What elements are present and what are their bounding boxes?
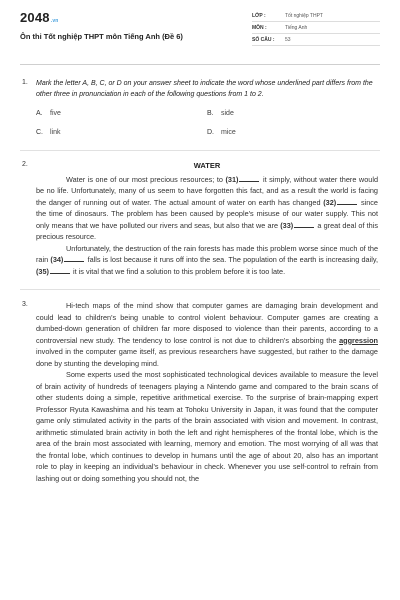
meta-row-subject [252, 22, 380, 34]
meta-label: SỐ CÂU : [252, 37, 275, 43]
option-text: five [50, 110, 61, 118]
passage-paragraph [36, 174, 378, 243]
meta-value: Tiếng Anh [285, 25, 308, 31]
question-instruction: Mark the letter A, B, C, or D on your answer sheet to indicate the word whose underlined part differs from the other three in pronunciation in each of the following questions from 1 to 2. [36, 80, 373, 99]
text-run: since the time of dinosaurs. The problem has been caused by people's misuse of our water supply. This not only means that we have polluted our rivers and seas, but also that we are [36, 197, 378, 230]
underlined-word: aggression [339, 335, 378, 345]
answer-options [36, 109, 378, 138]
meta-value: Tốt nghiệp THPT [285, 13, 323, 19]
option-a[interactable] [36, 109, 207, 120]
question-separator [20, 150, 380, 151]
text-run: Water is one of our most precious resources; to [66, 174, 226, 184]
passage-paragraph [36, 300, 378, 369]
question-2 [0, 160, 400, 277]
option-letter: A. [36, 110, 43, 118]
meta-label: MÔN : [252, 25, 267, 31]
answer-blank [64, 256, 84, 262]
meta-label: LỚP : [252, 13, 266, 19]
text-run: it simply, without water there would be no life. Unfortunately, many of us seem to have forgotten this fact, and as a result the world is facing the danger of running out of water. The actual amount of water on earth has changed [36, 174, 378, 207]
option-letter: D. [207, 128, 214, 136]
option-text: side [221, 110, 234, 118]
passage-paragraph: Some experts used the most sophisticated technological devices available to measure the level of brain activity of hundreds of teenagers playing a Nintendo game and compared to the brain scans of other students doing a simple, repetitive arithmetical exercise. To the surprise of brain-mapping expert Professor Ryuta Kawashima and his team at Tohoku University in Japan, it was found that the computer game only stimulated activity in the parts of the brain associated with vision and movement. In contrast, arithmetic stimulated brain activity in both the left and right hemispheres of the frontal lobe, which is the area of the brain most associated with learning, memory and emotion. The most worrying of all was that the frontal lobe, which continues to develop in humans until the age of about 20, also has an important role to play in keeping an individual's behaviour in check. Whenever you use self-control to refrain from lashing out or doing something you should not, the [36, 370, 378, 483]
answer-blank [337, 199, 357, 205]
option-letter: C. [36, 128, 43, 136]
blank-number: (35) [36, 266, 49, 276]
question-1 [0, 78, 400, 138]
header-divider [20, 64, 380, 65]
blank-number: (32) [323, 197, 337, 207]
answer-blank [50, 268, 70, 274]
blank-number: (34) [50, 255, 64, 265]
option-letter: B. [207, 110, 214, 118]
option-text: link [50, 128, 61, 136]
option-text: mice [221, 128, 236, 136]
meta-row-count [252, 34, 380, 46]
logo-text: 2048 [20, 10, 50, 25]
answer-blank [239, 176, 259, 182]
exam-meta [252, 10, 380, 46]
answer-blank [294, 222, 314, 228]
question-number: 3. [22, 301, 28, 309]
text-run: it is vital that we find a solution to this problem before it is too late. [70, 266, 286, 276]
blank-number: (33) [280, 220, 294, 230]
logo-suffix: .vn [50, 18, 59, 24]
question-number: 2. [22, 161, 28, 169]
page-header [0, 0, 400, 52]
text-run: falls is lost because it runs off into the sea. The population of the earth is increasing daily, [85, 255, 378, 265]
question-number: 1. [22, 79, 28, 86]
meta-row-class [252, 10, 380, 22]
question-3 [0, 300, 400, 484]
passage-paragraph [36, 243, 378, 278]
question-separator [20, 289, 380, 290]
text-run: a great deal of this precious resource. [36, 220, 378, 242]
text-run: Hi-tech maps of the mind show that computer games are damaging brain development and could lead to children's being unable to control violent behaviour. Computer games are creating a dumbed-down generation of children far more disposed to violence than their parents, according to a controversial new study. The tendency to lose control is not due to children's absorbing the [36, 301, 378, 345]
blank-number: (31) [225, 174, 239, 184]
meta-value: 53 [285, 37, 291, 43]
text-run: Unfortunately, the destruction of the rain forests has made this problem worse since much of the rain [36, 243, 378, 265]
exam-title: Ôn thi Tốt nghiệp THPT môn Tiếng Anh (Đề 6) [20, 31, 183, 41]
passage-title: WATER [193, 161, 221, 171]
option-b[interactable] [207, 109, 378, 120]
option-c[interactable] [36, 128, 207, 139]
option-d[interactable] [207, 128, 378, 139]
text-run: involved in the computer game itself, as previous researchers have suggested, but rather to the damage done by stunting the developing mind. [36, 347, 378, 368]
